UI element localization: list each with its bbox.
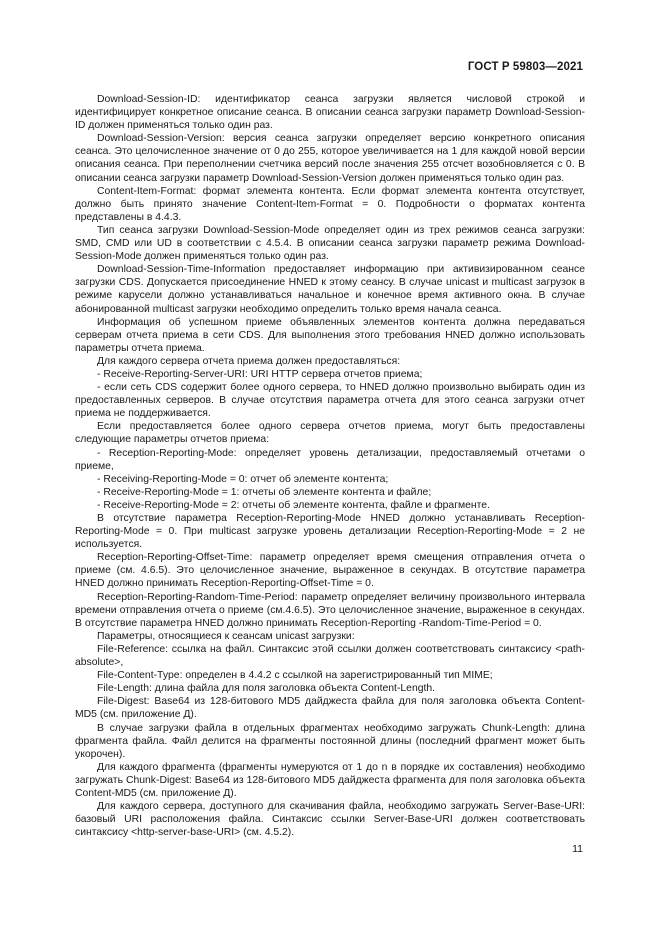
paragraph-offset-time: Reception-Reporting-Offset-Time: параметр определяет время смещения отправления отчета о приеме (см. 4.6.5). Это целочисленное значение, выраженное в секундах. В отсутствие параметра HNED должно принимать Reception-Reporting-Offset-Time = 0.	[75, 552, 585, 590]
paragraph-content-item-format: Content-Item-Format: формат элемента контента. Если формат элемента контента отсутствует, должно быть принято значение Content-Item-Format = 0. Подробности о форматах контента представлены в 4.4.3.	[75, 185, 585, 223]
paragraph-mode-default: В отсутствие параметра Reception-Reporting-Mode HNED должно устанавливать Reception-Reporting-Mode = 0. При multicast загрузке уровень детализации Reception-Reporting-Mode = 2 не используется.	[75, 513, 585, 551]
document-standard-header: ГОСТ Р 59803—2021	[467, 61, 583, 73]
list-item-reception-reporting-mode: - Reception-Reporting-Mode: определяет уровень детализации, предоставляемый отчетами о приеме,	[75, 447, 585, 472]
paragraph-multiple-servers-params: Если предоставляется более одного сервера отчетов приема, могут быть предоставлены следующие параметры отчетов приема:	[75, 421, 585, 446]
paragraph-file-content-type: File-Content-Type: определен в 4.4.2 с ссылкой на зарегистрированный тип MIME;	[97, 670, 493, 682]
page-number: 11	[572, 843, 583, 855]
paragraph-file-reference: File-Reference: ссылка на файл. Синтаксис этой ссылки должен соответствовать синтаксису <path-absolute>,	[75, 643, 585, 669]
paragraph-download-session-mode: Тип сеанса загрузки Download-Session-Mode определяет один из трех режимов сеанса загрузки: SMD, CMD или UD в соответствии с 4.5.4. В описании сеанса загрузки параметр режима Download-Session-Mode должен применяться только один раз.	[75, 224, 585, 263]
paragraph-chunk-digest: Для каждого фрагмента (фрагменты нумеруются от 1 до n в порядке их составления) необходимо загружать Chunk-Digest: Base64 из 128-битового MD5 дайджеста фрагмента для поля заголовка объекта Content-MD5 (см. приложение Д).	[75, 761, 585, 799]
paragraph-chunk-length: В случае загрузки файла в отдельных фрагментах необходимо загружать Chunk-Length: длина фрагмента файла. Файл делится на фрагменты постоянной длины (последний фрагмент может быть укорочен).	[75, 722, 585, 760]
paragraph-server-base-uri: Для каждого сервера, доступного для скачивания файла, необходимо загружать Server-Base-URI: базовый URI расположения файла. Синтаксис ссылки Server-Base-URI должен соответствовать синтаксису <http-server-base-URI> (см. 4.5.2).	[75, 801, 585, 839]
list-item-mode-0: - Receiving-Reporting-Mode = 0: отчет об элементе контента;	[97, 473, 389, 485]
paragraph-file-digest: File-Digest: Base64 из 128-битового MD5 дайджеста файла для поля заголовка объекта Content-MD5 (см. приложение Д).	[75, 696, 585, 721]
paragraph-report-server-intro: Для каждого сервера отчета приема должен предоставляться:	[97, 355, 401, 367]
document-body	[75, 93, 585, 839]
list-item-multiple-servers: - если сеть CDS содержит более одного сервера, то HNED должно произвольно выбирать один из предоставленных серверов. В случае отсутствия параметра отчета для этого сеанса загрузки отчет приема не поддерживается.	[75, 382, 585, 420]
list-item-receive-reporting-server-uri: - Receive-Reporting-Server-URI: URI HTTP сервера отчетов приема;	[97, 368, 423, 380]
paragraph-reception-info: Информация об успешном приеме объявленных элементов контента должна передаваться серверам отчета приема в сети CDS. Для выполнения этого требования HNED должно использовать параметры отчета приема.	[75, 316, 585, 354]
paragraph-file-length: File-Length: длина файла для поля заголовка объекта Content-Length.	[97, 683, 436, 695]
paragraph-download-session-version: Download-Session-Version: версия сеанса загрузки определяет версию конкретного описания сеанса. Это целочисленное значение от 0 до 255, которое увеличивается на 1 для каждой новой версии описания сеанса. При переполнении счетчика версий после значения 255 отсчет возобновляется с 0. В описании сеанса загрузки параметр Download-Session-Version должен применяться только один раз.	[75, 133, 585, 184]
paragraph-random-time-period: Reception-Reporting-Random-Time-Period: параметр определяет величину произвольного интервала времени отправления отчета о приеме (см.4.6.5). Это целочисленное значение, выраженное в секундах. В отсутствие параметра HNED должно принимать Reception-Reporting -Random-Time-Period = 0.	[75, 591, 585, 629]
list-item-mode-2: - Receive-Reporting-Mode = 2: отчеты об элементе контента, файле и фрагменте.	[97, 499, 490, 511]
paragraph-download-session-id: Download-Session-ID: идентификатор сеанса загрузки является числовой строкой и идентифицирует конкретное описание сеанса. В описании сеанса загрузки параметр Download-Session-ID должен применяться только один раз.	[75, 94, 585, 132]
list-item-mode-1: - Receive-Reporting-Mode = 1: отчеты об элементе контента и файле;	[97, 486, 432, 498]
paragraph-unicast-params-intro: Параметры, относящиеся к сеансам unicast загрузки:	[97, 630, 355, 642]
paragraph-download-session-time-information: Download-Session-Time-Information предоставляет информацию при активизированном сеансе загрузки CDS. Допускается присоединение HNED к этому сеансу. В случае unicast и multicast загрузок в режиме карусели должно устанавливаться начальное и конечное время активного окна. В случае абонированной multicast загрузки необходимо определить только время начала сеанса.	[75, 264, 585, 315]
